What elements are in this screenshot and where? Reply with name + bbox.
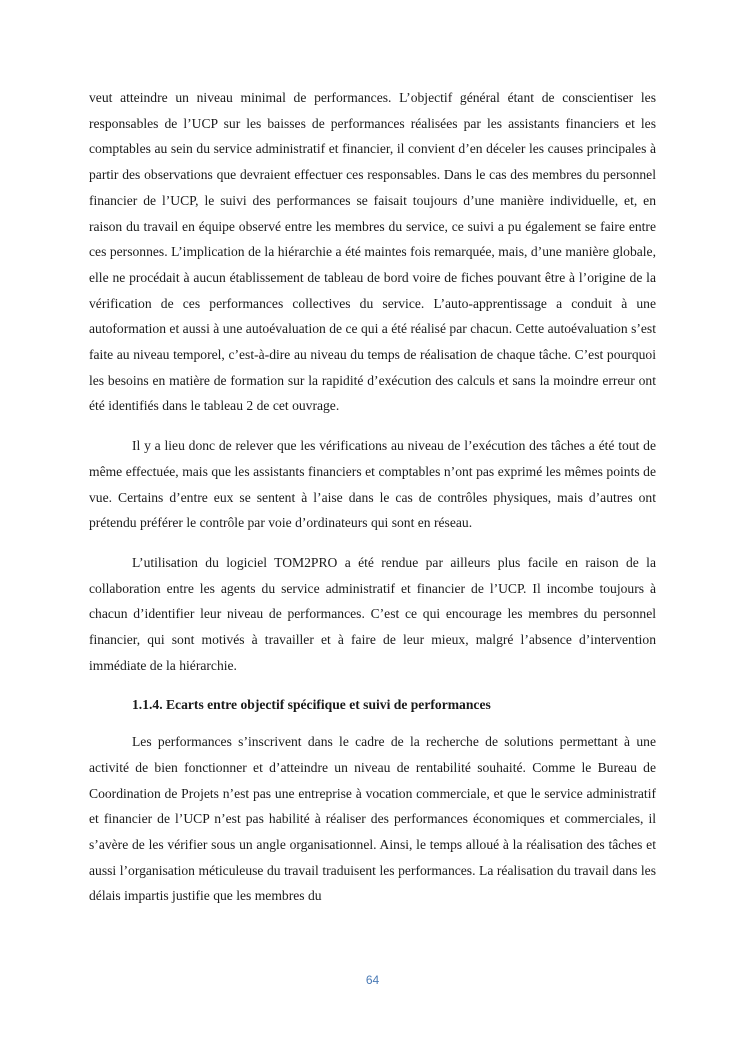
paragraph-tom2pro: L’utilisation du logiciel TOM2PRO a été rendue par ailleurs plus facile en raison de la collaboration entre les agents du service administratif et financier de l’UCP. Il incombe toujours à chacun d’identifier leur niveau de performances. C’est ce qui encourage les membres du personnel financier, qui sont motivés à travailler et à faire de leur mieux, malgré l’absence d’intervention immédiate de la hiérarchie. [89, 554, 656, 673]
paragraph-verifications: Il y a lieu donc de relever que les vérifications au niveau de l’exécution des tâches a été tout de même effectuée, mais que les assistants financiers et comptables n’ont pas exprimé les mêmes points de vue. Certains d’entre eux se sentent à l’aise dans le cas de contrôles physiques, mais d’autres ont prétendu préférer le contrôle par voie d’ordinateurs qui sont en réseau. [89, 438, 656, 531]
paragraph-continuation: veut atteindre un niveau minimal de performances. L’objectif général étant de conscientiser les responsables de l’UCP sur les baisses de performances réalisées par les assistants financiers et les comptables au sein du service administratif et financier, il convient d’en déceler les causes principales à partir des observations que devraient effectuer ces responsables. Dans le cas des membres du personnel financier de l’UCP, le suivi des performances se faisait toujours d’une manière individuelle, et, en raison du travail en équipe observé entre les membres du service, ce suivi a pu également se faire entre ces personnes. L’implication de la hiérarchie a été maintes fois remarquée, mais, d’une manière globale, elle ne procédait à aucun établissement de tableau de bord voire de fiches pouvant être à l’origine de la vérification de ces performances collectives du service. L’auto-apprentissage a conduit à une autoformation et aussi à une autoévaluation de ce qui a été réalisé par chacun. Cette autoévaluation s’est faite au niveau temporel, c’est-à-dire au niveau du temps de réalisation de chaque tâche. C’est pourquoi les besoins en matière de formation sur la rapidité d’exécution des calculs et sans la moindre erreur ont été identifiés dans le tableau 2 de cet ouvrage. [89, 90, 656, 414]
paragraph-performances: Les performances s’inscrivent dans le cadre de la recherche de solutions permettant à une activité de bien fonctionner et d’atteindre un niveau de rentabilité souhaité. Comme le Bureau de Coordination de Projets n’est pas une entreprise à vocation commerciale, et que le service administratif et financier de l’UCP n’est pas habilité à réaliser des performances économiques et commerciales, il s’avère de les vérifier sous un angle organisationnel. Ainsi, le temps alloué à la réalisation des tâches et aussi l’organisation méticuleuse du travail traduisent les performances. La réalisation du travail dans les délais impartis justifie que les membres du [89, 734, 656, 904]
page-number: 64 [365, 973, 380, 987]
section-heading: 1.1.4. Ecarts entre objectif spécifique et suivi de performances [132, 697, 491, 713]
document-page [89, 85, 656, 923]
